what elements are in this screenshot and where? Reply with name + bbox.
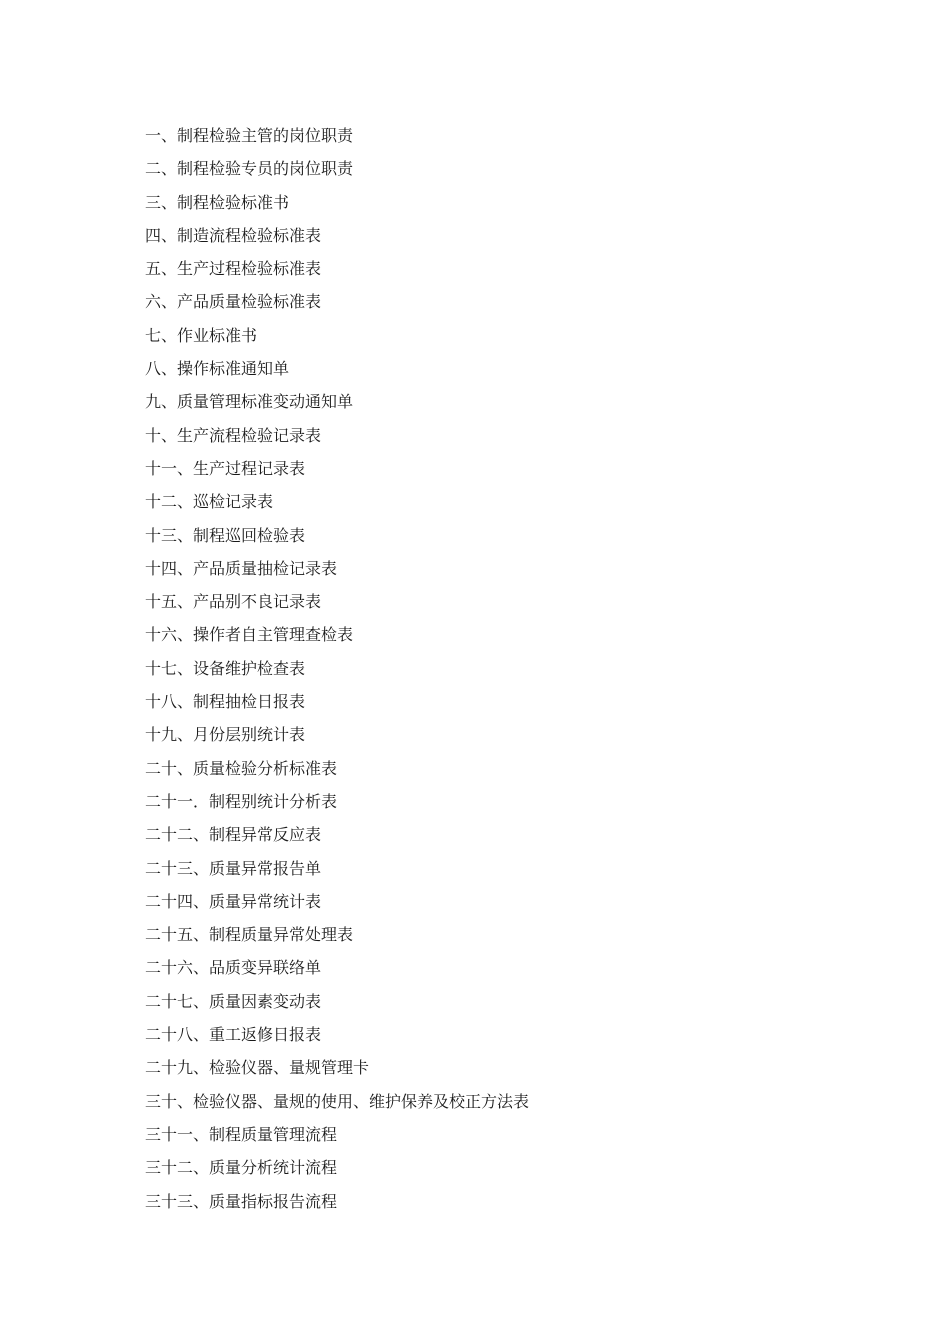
- list-item: 二十八、重工返修日报表: [145, 1025, 322, 1045]
- list-item: 十八、制程抽检日报表: [145, 692, 306, 712]
- list-item: 二十、质量检验分析标准表: [145, 758, 338, 778]
- list-item: 十、生产流程检验记录表: [145, 425, 322, 445]
- list-item: 十七、设备维护检查表: [145, 658, 306, 678]
- list-item: 二十二、制程异常反应表: [145, 825, 322, 845]
- list-item: 五、生产过程检验标准表: [145, 259, 322, 279]
- list-item: 三十、检验仪器、量规的使用、维护保养及校正方法表: [145, 1091, 530, 1111]
- list-item: 四、制造流程检验标准表: [145, 225, 322, 245]
- list-item: 三、制程检验标准书: [145, 192, 290, 212]
- list-item: 二十一．制程别统计分析表: [145, 791, 338, 811]
- list-item: 二十五、制程质量异常处理表: [145, 925, 354, 945]
- list-item: 九、质量管理标准变动通知单: [145, 392, 354, 412]
- list-item: 三十三、质量指标报告流程: [145, 1191, 338, 1211]
- list-item: 十六、操作者自主管理查检表: [145, 625, 354, 645]
- list-item: 十二、巡检记录表: [145, 492, 274, 512]
- list-item: 十三、制程巡回检验表: [145, 525, 306, 545]
- list-item: 八、操作标准通知单: [145, 359, 290, 379]
- list-item: 二十九、检验仪器、量规管理卡: [145, 1058, 370, 1078]
- list-item: 六、产品质量检验标准表: [145, 292, 322, 312]
- list-item: 七、作业标准书: [145, 325, 258, 345]
- list-item: 十一、生产过程记录表: [145, 458, 306, 478]
- list-item: 十四、产品质量抽检记录表: [145, 558, 338, 578]
- list-item: 二十七、质量因素变动表: [145, 991, 322, 1011]
- list-item: 十九、月份层别统计表: [145, 725, 306, 745]
- list-item: 二十三、质量异常报告单: [145, 858, 322, 878]
- list-item: 三十二、质量分析统计流程: [145, 1158, 338, 1178]
- table-of-contents: [145, 124, 529, 1223]
- list-item: 二十六、品质变异联络单: [145, 958, 322, 978]
- list-item: 十五、产品别不良记录表: [145, 592, 322, 612]
- list-item: 三十一、制程质量管理流程: [145, 1124, 338, 1144]
- list-item: 一、制程检验主管的岗位职责: [145, 126, 354, 145]
- list-item: 二十四、质量异常统计表: [145, 891, 322, 911]
- list-item: 二、制程检验专员的岗位职责: [145, 159, 354, 179]
